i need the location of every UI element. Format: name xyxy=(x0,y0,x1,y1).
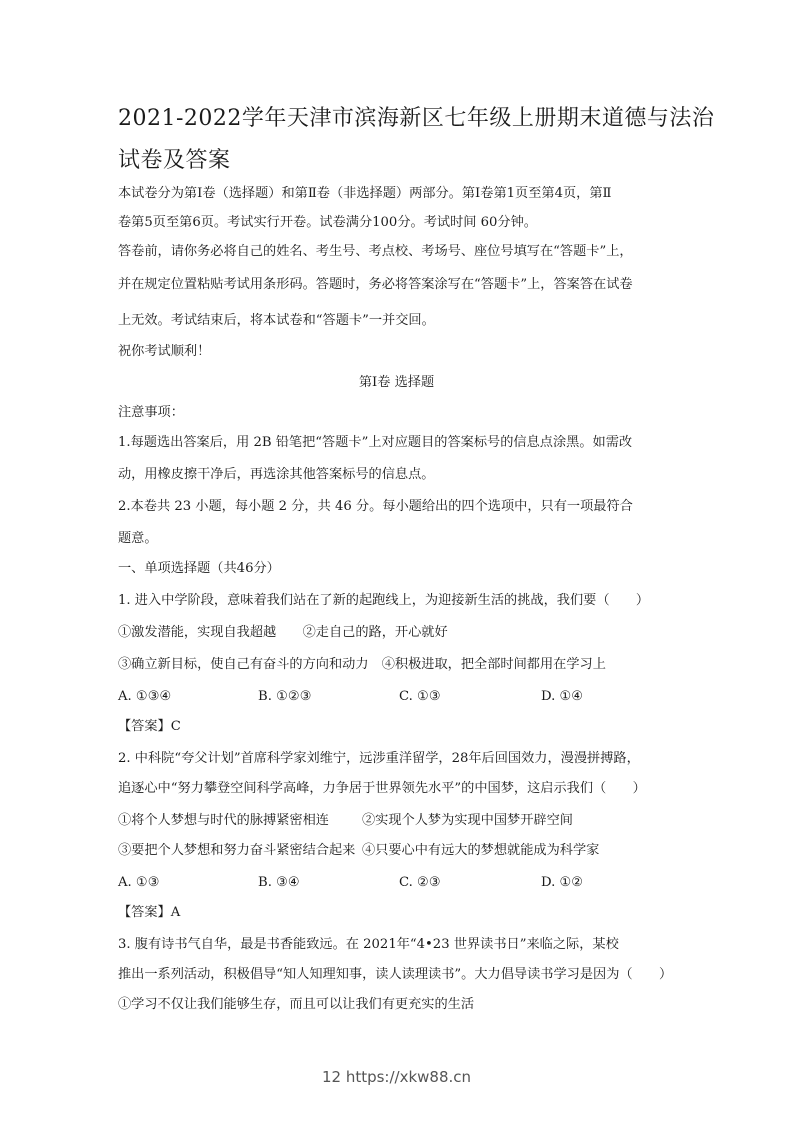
question-2-item: ②实现个人梦为实现中国梦开辟空间 xyxy=(362,813,573,828)
question-1-option-a: A. ①③④ xyxy=(118,689,172,704)
question-3-stem: 推出一系列活动，积极倡导“知人知理知事，读人读理读书”。大力倡导读书学习是因为（ ） xyxy=(118,967,673,982)
intro-line: 本试卷分为第Ⅰ卷（选择题）和第Ⅱ卷（非选择题）两部分。第Ⅰ卷第1页至第4页，第Ⅱ xyxy=(118,186,612,201)
question-1-option-b: B. ①②③ xyxy=(258,689,312,704)
question-3-stem: 3. 腹有诗书气自华，最是书香能致远。在 2021年“4•23 世界读书日”来临之际，某校 xyxy=(118,937,619,952)
intro-line: 上无效。考试结束后，将本试卷和“答题卡”一并交回。 xyxy=(118,313,435,328)
question-1-item: ③确立新目标，使自己有奋斗的方向和动力 ④积极进取，把全部时间都用在学习上 xyxy=(118,657,606,672)
part-heading: 一、单项选择题（共46分） xyxy=(118,561,280,576)
question-2-item: ④只要心中有远大的梦想就能成为科学家 xyxy=(362,843,600,858)
question-2-option-d: D. ①② xyxy=(541,875,584,890)
document-title-line2: 试卷及答案 xyxy=(118,148,231,173)
question-3-item: ①学习不仅让我们能够生存，而且可以让我们有更充实的生活 xyxy=(118,997,475,1012)
intro-line: 卷第5页至第6页。考试实行开卷。试卷满分100分。考试时间 60分钟。 xyxy=(118,215,537,230)
intro-line: 答卷前，请你务必将自己的姓名、考生号、考点校、考场号、座位号填写在“答题卡”上， xyxy=(118,244,633,259)
question-2-option-b: B. ③④ xyxy=(258,875,300,890)
question-2-option-c: C. ②③ xyxy=(399,875,441,890)
question-2-stem: 2. 中科院“夸父计划”首席科学家刘维宁，远涉重洋留学，28年后回国效力，漫漫拼搏路， xyxy=(118,751,640,766)
question-1-option-c: C. ①③ xyxy=(399,689,441,704)
question-1-item: ①激发潜能，实现自我超越 ②走自己的路，开心就好 xyxy=(118,625,448,640)
note-line: 动，用橡皮擦干净后，再选涂其他答案标号的信息点。 xyxy=(118,467,435,482)
question-2-item: ③要把个人梦想和努力奋斗紧密结合起来 xyxy=(118,843,356,858)
page-footer: 12 https://xkw88.cn xyxy=(321,1068,472,1086)
question-2-answer: 【答案】A xyxy=(118,905,181,920)
question-2-item: ①将个人梦想与时代的脉搏紧密相连 xyxy=(118,813,329,828)
section-heading: 第Ⅰ卷 选择题 xyxy=(358,375,435,390)
question-2-stem: 追逐心中“努力攀登空间科学高峰，力争居于世界领先水平”的中国梦，这启示我们（ ） xyxy=(118,781,646,796)
question-2-option-a: A. ①③ xyxy=(118,875,160,890)
question-1-option-d: D. ①④ xyxy=(541,689,584,704)
notes-label: 注意事项： xyxy=(118,405,184,420)
note-line: 题意。 xyxy=(118,531,158,546)
note-line: 1.每题选出答案后，用 2B 铅笔把“答题卡”上对应题目的答案标号的信息点涂黑。如需改 xyxy=(118,435,633,450)
question-1-answer: 【答案】C xyxy=(118,719,181,734)
intro-line: 并在规定位置粘贴考试用条形码。答题时，务必将答案涂写在“答题卡”上，答案答在试卷 xyxy=(118,277,633,292)
note-line: 2.本卷共 23 小题，每小题 2 分，共 46 分。每小题给出的四个选项中，只有一项最符合 xyxy=(118,499,633,514)
good-luck-text: 祝你考试顺利！ xyxy=(118,344,211,359)
question-1-stem: 1. 进入中学阶段，意味着我们站在了新的起跑线上，为迎接新生活的挑战，我们要（ ） xyxy=(118,593,650,608)
document-title-line1: 2021-2022学年天津市滨海新区七年级上册期末道德与法治 xyxy=(118,106,715,131)
